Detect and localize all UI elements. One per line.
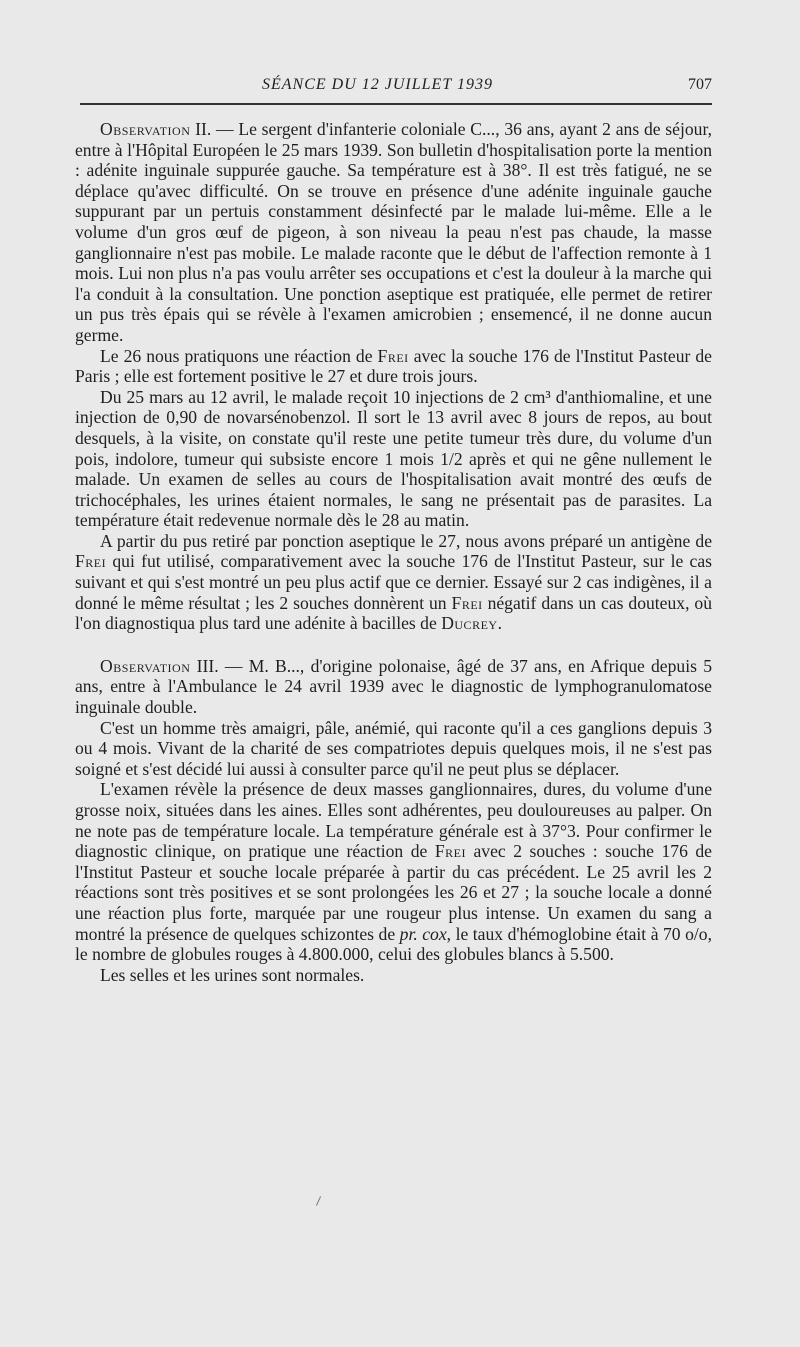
- author-name-frei: Frei: [377, 345, 409, 366]
- section-gap: [75, 634, 712, 656]
- observation-2-paragraph-4: A partir du pus retiré par ponction aseptique le 27, nous avons préparé un antigène de Frei qui fut utilisé, comparativement avec la souche 176 de l'Institut Pasteur, sur le cas suivant et qui s'est montré un peu plus actif que ce dernier. Essayé sur 2 cas indigènes, il a donné le même résultat ; les 2 souches donnèrent un Frei négatif dans un cas douteux, où l'on diagnostiqua plus tard une adénite à bacilles de Ducrey.: [75, 530, 712, 634]
- running-head: SÉANCE DU 12 JUILLET 1939: [262, 76, 493, 93]
- page-number: 707: [688, 76, 712, 93]
- observation-3-paragraph-2: C'est un homme très amaigri, pâle, anémié, qui raconte qu'il a ces ganglions depuis 3 ou 4 mois. Vivant de la charité de ses compatriotes depuis quelques mois, il ne s'est pas soigné et s'est décidé lui aussi à consulter parce qu'il ne peut plus se déplacer.: [75, 717, 712, 779]
- page-header: [80, 76, 712, 100]
- page-mark: [316, 1196, 321, 1205]
- header-rule: [80, 103, 712, 105]
- observation-2-paragraph-2: Le 26 nous pratiquons une réaction de Frei avec la souche 176 de l'Institut Pasteur de Paris ; elle est fortement positive le 27 et dure trois jours.: [75, 345, 712, 387]
- author-name-frei: Frei: [434, 841, 466, 862]
- observation-2-paragraph-3: Du 25 mars au 12 avril, le malade reçoit 10 injections de 2 cm³ d'anthiomaline, et une injection de 0,90 de novarsénobenzol. Il sort le 13 avril avec 8 jours de repos, au bout desquels, à la visite, on constate qu'il reste une petite tumeur très dure, du volume d'un pois, indolore, tumeur qui subsiste encore 1 mois 1/2 après et qui ne gêne nullement le malade. Un examen de selles au cours de l'hospitalisation avait montré des œufs de trichocéphales, les urines étaient normales, le sang ne présentait pas de parasites. La température était redevenue normale dès le 28 au matin.: [75, 386, 712, 531]
- observation-3-paragraph-1: Observation III. — M. B..., d'origine polonaise, âgé de 37 ans, en Afrique depuis 5 ans, entre à l'Ambulance le 24 avril 1939 avec le diagnostic de lymphogranulomatose inguinale double.: [75, 655, 712, 718]
- observation-2-paragraph-1: Observation II. — Le sergent d'infanterie coloniale C..., 36 ans, ayant 2 ans de séjour, entre à l'Hôpital Européen le 25 mars 1939. Son bulletin d'hospitalisation porte la mention : adénite inguinale suppurée gauche. Sa température est à 38°. Il est très fatigué, ne se déplace qu'avec difficulté. On se trouve en présence d'une adénite inguinale gauche suppurant par un pertuis constamment désinfecté par le malade lui-même. Elle a le volume d'un gros œuf de pigeon, à son niveau la peau n'est pas chaude, la masse ganglionnaire n'est pas mobile. Le malade raconte que le début de l'affection remonte à 1 mois. Lui non plus n'a pas voulu arrêter ses occupations et c'est la douleur à la marche qui l'a conduit à la consultation. Une ponction aseptique est pratiquée, elle permet de retirer un pus très épais qui se révèle à l'examen amicrobien ; ensemencé, il ne donne aucun germe.: [75, 119, 712, 345]
- observation-3-paragraph-4: Les selles et les urines sont normales.: [100, 964, 365, 985]
- observation-3-paragraph-3: L'examen révèle la présence de deux masses ganglionnaires, dures, du volume d'une grosse noix, situées dans les aines. Elles sont adhérentes, peu douloureuses au palper. On ne note pas de température locale. La température générale est à 37°3. Pour confirmer le diagnostic clinique, on pratique une réaction de Frei avec 2 souches : souche 176 de l'Institut Pasteur et souche locale préparée à partir du cas précédent. Le 25 avril les 2 réactions sont très positives et se sont prolongées les 26 et 27 ; la souche locale a donné une réaction plus forte, marquée par une rougeur plus intense. Un examen du sang a montré la présence de quelques schizontes de pr. cox, le taux d'hémoglobine était à 70 o/o, le nombre de globules rouges à 4.800.000, celui des globules blancs à 5.500.: [75, 779, 712, 965]
- species-name: pr. cox: [399, 923, 447, 944]
- author-name-frei: Frei: [75, 551, 107, 572]
- observation-label: Observation: [100, 119, 191, 139]
- author-name-ducrey: Ducrey: [441, 613, 498, 634]
- observation-label: Observation: [100, 655, 191, 676]
- author-name-frei: Frei: [451, 592, 483, 613]
- article-body: [75, 119, 712, 985]
